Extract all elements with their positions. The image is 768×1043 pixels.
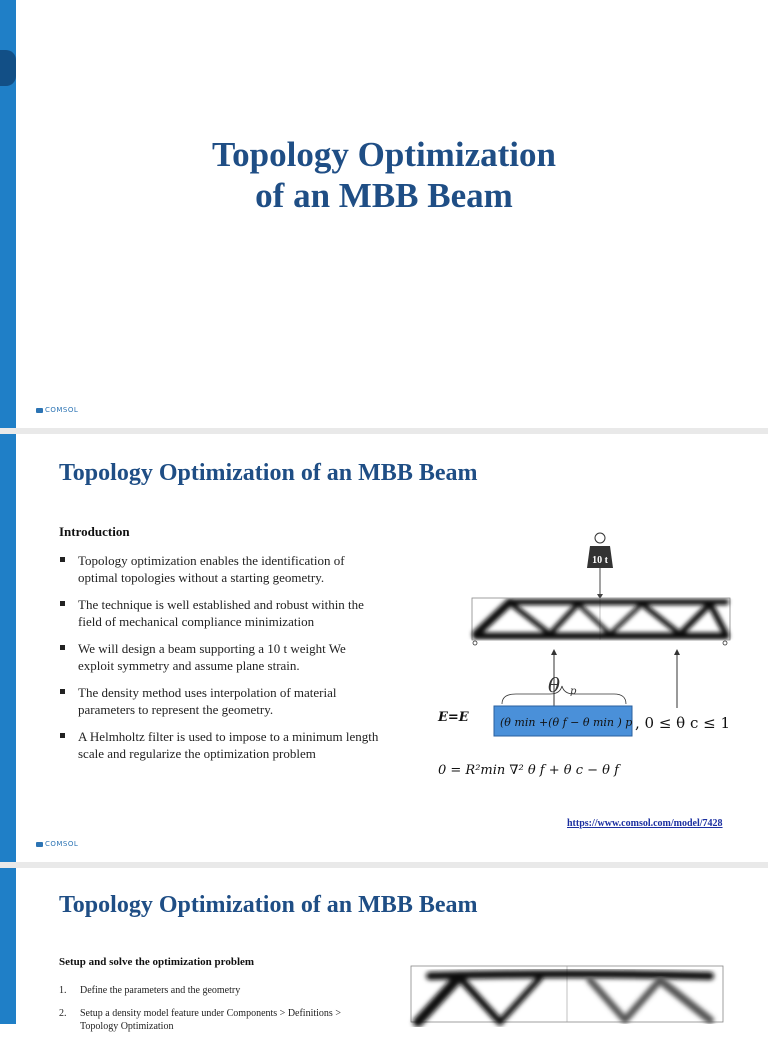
bullet-item: Topology optimization enables the identification of optimal topologies without a starting geometry. (59, 552, 379, 586)
formula-lhs: E=E (438, 710, 469, 725)
comsol-logo (36, 406, 78, 414)
bullet-square-icon (60, 557, 65, 562)
bullet-square-icon (60, 601, 65, 606)
formula-body: (θ min +(θ f − θ min ) p (500, 716, 633, 729)
comsol-logo (36, 840, 78, 848)
comsol-logo-mark-icon (36, 408, 43, 413)
slide-edge-bar (0, 434, 16, 862)
theta-p-symbol: θ (547, 673, 561, 697)
bullet-square-icon (60, 645, 65, 650)
weight-hook-icon (595, 533, 605, 543)
title-slide-heading (0, 134, 768, 216)
optimized-beam-figure (410, 964, 726, 1024)
helmholtz-equation: 0 = R²min ∇² θ f + θ c − θ f (438, 763, 619, 778)
weight-label: 10 t (592, 555, 608, 566)
step-item: 2. Setup a density model feature under Components > Definitions > Topology Optimization (59, 1008, 341, 1032)
model-link[interactable]: https://www.comsol.com/model/7428 (567, 818, 723, 829)
mbb-beam-figure (470, 530, 732, 650)
bullet-item: The density method uses interpolation of material parameters to represent the geometry. (59, 684, 379, 718)
step-item: 1. Define the parameters and the geometry (59, 985, 241, 996)
optimized-beam-svg (410, 964, 726, 1024)
intro-slide (0, 434, 768, 862)
comsol-logo-text: COMSOL (45, 840, 79, 848)
bullet-item: The technique is well established and robust within the field of mechanical compliance minimization (59, 596, 379, 630)
support-roller-icon (723, 641, 727, 645)
pointer-arrow-head-icon (551, 649, 557, 655)
bullet-square-icon (60, 689, 65, 694)
slide-title: Topology Optimization of an MBB Beam (59, 460, 478, 486)
section-subheading: Setup and solve the optimization problem (59, 956, 255, 968)
slide-edge-bar (0, 868, 16, 1024)
pointer-arrow-head-icon (674, 649, 680, 655)
formula-figure (430, 648, 760, 788)
title-line-2: of an MBB Beam (255, 176, 513, 215)
title-line-1: Topology Optimization (212, 135, 556, 174)
brace-icon (502, 686, 626, 704)
setup-slide (0, 868, 768, 1032)
section-subheading: Introduction (59, 524, 130, 539)
comsol-logo-text: COMSOL (45, 406, 79, 414)
mbb-beam-svg (470, 530, 732, 650)
edge-notch (0, 50, 16, 86)
theta-p-subscript: p (570, 686, 577, 697)
title-slide (0, 0, 768, 428)
comsol-logo-mark-icon (36, 842, 43, 847)
bullet-item: We will design a beam supporting a 10 t weight We exploit symmetry and assume plane strain. (59, 640, 379, 674)
bullet-square-icon (60, 733, 65, 738)
steps-list (59, 984, 359, 1043)
formula-svg (430, 648, 760, 788)
support-roller-icon (473, 641, 477, 645)
bullet-list (59, 552, 379, 772)
formula-constraint: , 0 ≤ θ c ≤ 1 (635, 714, 731, 732)
bullet-item: A Helmholtz filter is used to impose to a minimum length scale and regularize the optimization problem (59, 728, 379, 762)
slide-title: Topology Optimization of an MBB Beam (59, 892, 478, 918)
